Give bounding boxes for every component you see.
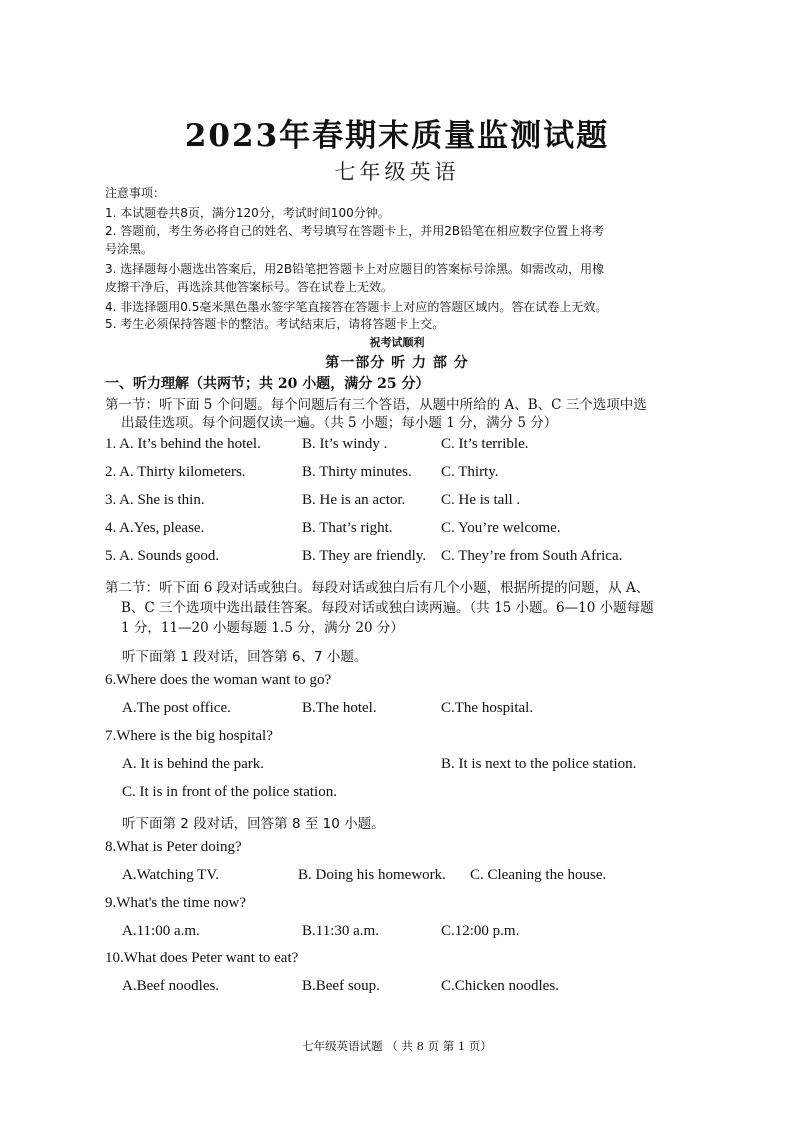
question-8-option-b: B. Doing his homework. — [298, 867, 446, 883]
question-6-option-a: A.The post office. — [122, 700, 231, 716]
exam-subtitle: 七年级英语 — [334, 160, 460, 184]
question-7-option-a: A. It is behind the park. — [122, 756, 265, 772]
question-10-option-a: A.Beef noodles. — [122, 978, 220, 994]
question-7-option-b: B. It is next to the police station. — [441, 756, 637, 772]
question-8-stem: 8.What is Peter doing? — [105, 839, 242, 855]
question-3-option-c: C. He is tall . — [441, 492, 521, 508]
exam-title: 2023年春期末质量监测试题 — [184, 118, 610, 154]
question-2-option-b: B. Thirty minutes. — [302, 464, 412, 480]
question-10-stem: 10.What does Peter want to eat? — [105, 950, 299, 966]
question-4-option-a: 4. A.Yes, please. — [105, 520, 205, 536]
notice-line: 4. 非选择题用0.5毫米黑色墨水签字笔直接答在答题卡上对应的答题区域内。答在试卷上无效。 — [105, 300, 608, 314]
question-8-option-a: A.Watching TV. — [122, 867, 219, 883]
dialogue-2-instruction: 听下面第 2 段对话，回答第 8 至 10 小题。 — [122, 816, 385, 832]
section2-instruction: 1 分，11—20 小题每题 1.5 分，满分 20 分） — [121, 620, 404, 636]
question-6-stem: 6.Where does the woman want to go? — [105, 672, 332, 688]
question-5-option-a: 5. A. Sounds good. — [105, 548, 220, 564]
dialogue-1-instruction: 听下面第 1 段对话，回答第 6、7 小题。 — [122, 649, 368, 665]
section1-instruction: 出最佳选项。每个问题仅读一遍。（共 5 小题；每小题 1 分，满分 5 分） — [121, 415, 558, 431]
question-4-option-b: B. That’s right. — [302, 520, 393, 536]
question-2-option-a: 2. A. Thirty kilometers. — [105, 464, 246, 480]
question-1-option-b: B. It’s windy . — [302, 436, 388, 452]
question-7-option-c: C. It is in front of the police station. — [122, 784, 337, 800]
question-2-option-c: C. Thirty. — [441, 464, 499, 480]
question-9-option-b: B.11:30 a.m. — [302, 923, 379, 939]
notice-line: 皮擦干净后，再选涂其他答案标号。答在试卷上无效。 — [105, 280, 394, 294]
question-5-option-c: C. They’re from South Africa. — [441, 548, 623, 564]
section-heading: 一、听力理解（共两节；共 20 小题，满分 25 分） — [105, 376, 430, 392]
question-1-option-a: 1. A. It’s behind the hotel. — [105, 436, 261, 452]
notice-line: 1. 本试题卷共8页，满分120分，考试时间100分钟。 — [105, 206, 390, 220]
question-9-stem: 9.What's the time now? — [105, 895, 246, 911]
question-10-option-c: C.Chicken noodles. — [441, 978, 559, 994]
question-9-option-c: C.12:00 p.m. — [441, 923, 520, 939]
question-9-option-a: A.11:00 a.m. — [122, 923, 200, 939]
section2-instruction: 第二节：听下面 6 段对话或独白。每段对话或独白后有几个小题，根据所提的问题，从 A、 — [105, 580, 650, 596]
section2-instruction: B、C 三个选项中选出最佳答案。每段对话或独白读两遍。（共 15 小题。6—10 小题每题 — [121, 600, 654, 616]
blessing-text: 祝考试顺利 — [369, 336, 425, 349]
notice-line: 号涂黑。 — [105, 242, 154, 256]
part-title: 第一部分 听 力 部 分 — [325, 355, 469, 371]
section1-instruction: 第一节：听下面 5 个问题。每个问题后有三个答语，从题中所给的 A、B、C 三个选项中选 — [105, 397, 647, 413]
notice-line: 5. 考生必须保持答题卡的整洁。考试结束后，请将答题卡上交。 — [105, 317, 445, 331]
question-3-option-a: 3. A. She is thin. — [105, 492, 205, 508]
question-10-option-b: B.Beef soup. — [302, 978, 380, 994]
question-8-option-c: C. Cleaning the house. — [470, 867, 607, 883]
question-1-option-c: C. It’s terrible. — [441, 436, 529, 452]
question-7-stem: 7.Where is the big hospital? — [105, 728, 273, 744]
question-5-option-b: B. They are friendly. — [302, 548, 427, 564]
question-4-option-c: C. You’re welcome. — [441, 520, 561, 536]
question-6-option-b: B.The hotel. — [302, 700, 377, 716]
notice-heading: 注意事项： — [105, 186, 166, 200]
question-3-option-b: B. He is an actor. — [302, 492, 406, 508]
notice-line: 3. 选择题每小题选出答案后，用2B铅笔把答题卡上对应题目的答案标号涂黑。如需改动，用橡 — [105, 262, 605, 276]
question-6-option-c: C.The hospital. — [441, 700, 534, 716]
page-footer: 七年级英语试题 （ 共 8 页 第 1 页） — [302, 1039, 492, 1053]
notice-line: 2. 答题前，考生务必将自己的姓名、考号填写在答题卡上，并用2B铅笔在相应数字位置上将考 — [105, 224, 605, 238]
